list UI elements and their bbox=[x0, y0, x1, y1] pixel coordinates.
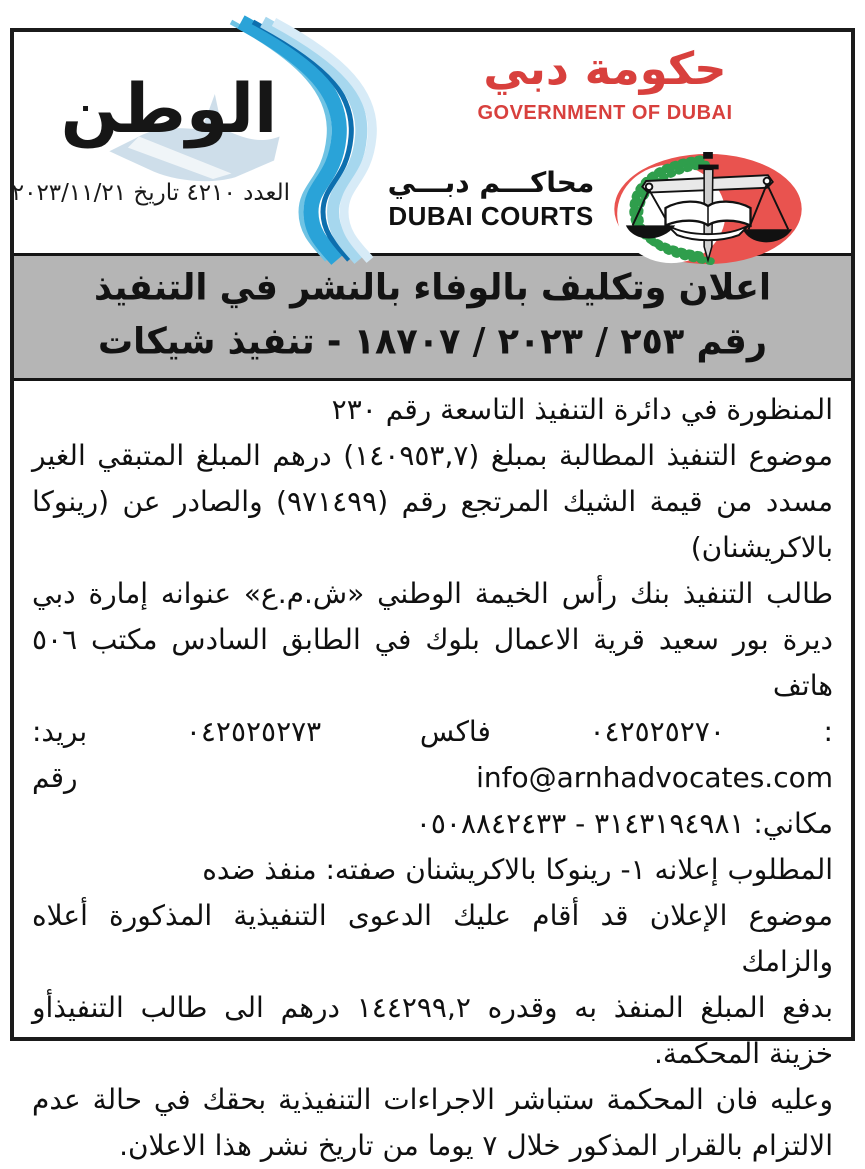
body-line: ديرة بور سعيد قرية الاعمال بلوك في الطابق السادس مكتب ٥٠٦ هاتف bbox=[32, 623, 833, 702]
body-line: بالاكريشنان) bbox=[690, 531, 833, 564]
header bbox=[11, 32, 851, 253]
advert-frame bbox=[10, 28, 855, 1162]
body-line: موضوع الإعلان قد أقام عليك الدعوى التنفيذية المذكورة أعلاه والزامك bbox=[32, 899, 833, 978]
government-english-label: GOVERNMENT OF DUBAI bbox=[477, 102, 733, 124]
dubai-courts-english: DUBAI COURTS bbox=[388, 201, 594, 231]
body-line: طالب التنفيذ بنك رأس الخيمة الوطني «ش.م.ع» عنوانه إمارة دبي bbox=[32, 577, 833, 610]
wave-graphic-icon bbox=[210, 32, 400, 253]
dubai-courts-arabic: محاكـــم دبـــي bbox=[387, 166, 595, 199]
body-line: الالتزام بالقرار المذكور خلال ٧ يوما من تاريخ نشر هذا الاعلان. bbox=[119, 1129, 833, 1162]
body-line: مسدد من قيمة الشيك المرتجع رقم (٩٧١٤٩٩) والصادر عن (رينوكا bbox=[32, 485, 833, 518]
government-of-dubai-logo bbox=[450, 38, 760, 125]
body-line: وعليه فان المحكمة ستباشر الاجراءات التنفيذية بحقك في حالة عدم bbox=[32, 1083, 833, 1116]
body-line: بدفع المبلغ المنفذ به وقدره ١٤٤٢٩٩,٢ درهم الى طالب التنفيذأو bbox=[32, 991, 833, 1024]
issue-number-and-date: العدد ٤٢١٠ تاريخ ٢٠٢٣/١١/٢١ bbox=[11, 180, 290, 206]
body-line: موضوع التنفيذ المطالبة بمبلغ (١٤٠٩٥٣,٧) درهم المبلغ المتبقي الغير bbox=[32, 439, 834, 472]
dubai-courts-logo bbox=[380, 144, 840, 266]
notice-title-banner bbox=[14, 253, 851, 381]
notice-title-line2: رقم ٢٥٣ / ٢٠٢٣ / ١٨٧٠٧ - تنفيذ شيكات bbox=[98, 321, 767, 363]
body-line: المطلوب إعلانه ١- رينوكا بالاكريشنان صفته: منفذ ضده bbox=[202, 853, 833, 886]
body-line: خزينة المحكمة. bbox=[653, 1037, 833, 1070]
dubai-courts-emblem-icon bbox=[610, 152, 806, 266]
body-line: مكاني: ٣١٤٣١٩٤٩٨١ - ٠٥٠٨٨٤٢٤٣٣ bbox=[415, 807, 833, 840]
newspaper-name: الوطن bbox=[60, 70, 278, 149]
body-line: المنظورة في دائرة التنفيذ التاسعة رقم ٢٣٠ bbox=[331, 393, 833, 426]
government-arabic-calligraphy: حكومة دبي bbox=[483, 42, 727, 95]
notice-body bbox=[14, 381, 851, 1169]
notice-title-line1: اعلان وتكليف بالوفاء بالنشر في التنفيذ bbox=[94, 267, 771, 309]
body-line: : ٠٤٢٥٢٥٢٧٠ فاكس ٠٤٢٥٢٥٢٧٣ بريد: info@arnhadvocates.com رقم bbox=[32, 715, 833, 794]
dubai-courts-wordmark bbox=[380, 144, 602, 232]
